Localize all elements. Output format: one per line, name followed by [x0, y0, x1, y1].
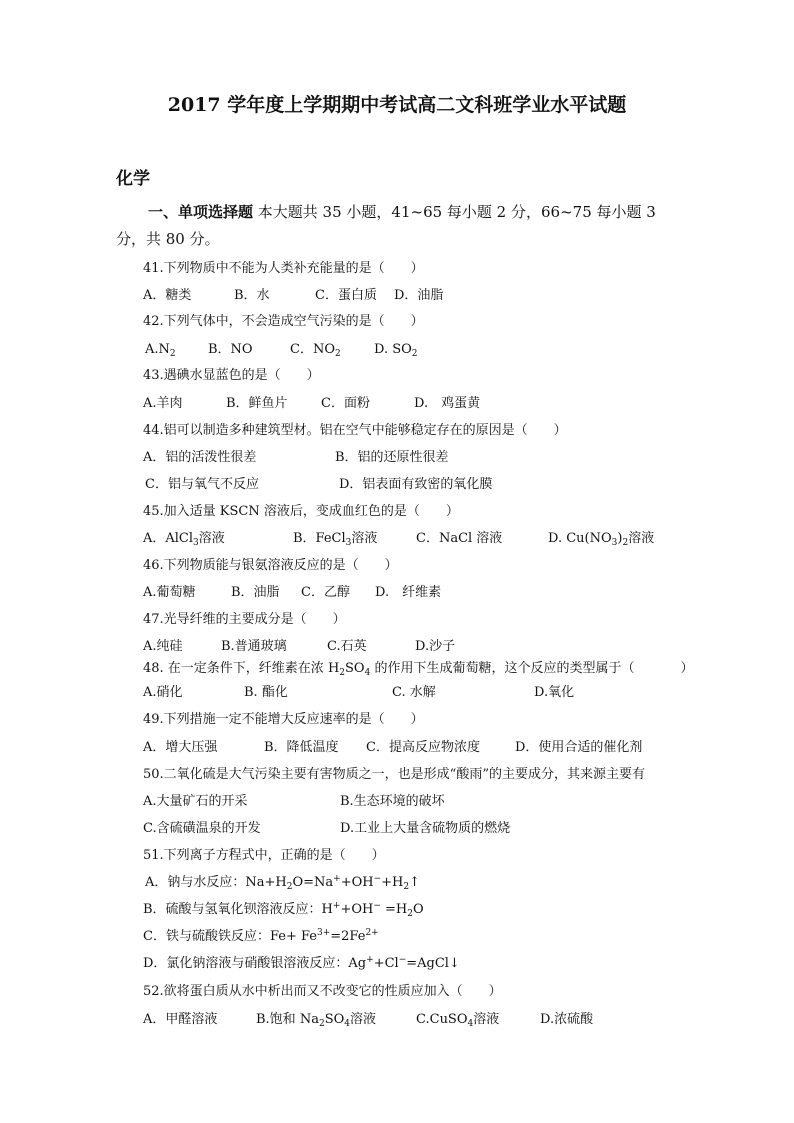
q42-option-b: B．NO [208, 342, 253, 357]
q51-option-d: D．氯化钠溶液与硝酸银溶液反应：Ag++Cl−=AgCl↓ [143, 955, 460, 971]
q48-option-d: D.氧化 [534, 685, 575, 700]
q48-option-b: B. 酯化 [244, 685, 288, 700]
question-42-stem: 42.下列气体中，不会造成空气污染的是（ ） [143, 314, 424, 329]
q45-option-a: A．AlCl$_3$溶液 [143, 531, 225, 548]
question-52-stem: 52.欲将蛋白质从水中析出而又不改变它的性质应加入（ ） [143, 984, 502, 999]
q44-option-b: B．铝的还原性很差 [335, 450, 449, 465]
part-description: 本大题共 35 小题，41~65 每小题 2 分，66~75 每小题 3 [253, 203, 656, 221]
question-48-stem: 48. 在一定条件下，纤维素在浓 $H_2SO_4$ 的作用下生成葡萄糖，这个反应的类型属于（ ） [143, 661, 694, 678]
q42-option-d: D. $SO_2$ [374, 342, 418, 359]
q41-option-d: D．油脂 [394, 288, 444, 303]
q50-option-a: A.大量矿石的开采 [143, 794, 248, 809]
q44-option-a: A．铝的活泼性很差 [143, 450, 257, 465]
q52-option-a: A．甲醛溶液 [143, 1012, 218, 1027]
q49-option-a: A．增大压强 [143, 740, 218, 755]
q49-option-d: D．使用合适的催化剂 [515, 740, 643, 755]
q44-option-d: D．铝表面有致密的氧化膜 [339, 477, 493, 492]
q48-option-c: C. 水解 [392, 685, 436, 700]
question-46-stem: 46.下列物质能与银氨溶液反应的是（ ） [143, 558, 398, 573]
q52-option-c: C.CuSO$_4$溶液 [416, 1012, 500, 1029]
q52-option-b: B.饱和 $Na_2SO_4$溶液 [256, 1012, 377, 1029]
q43-option-c: C．面粉 [321, 396, 370, 411]
q50-option-b: B.生态环境的破坏 [340, 794, 445, 809]
q43-option-d: D. 鸡蛋黄 [414, 396, 481, 411]
q52-option-d: D.浓硫酸 [540, 1012, 594, 1027]
q45-option-d: D. $Cu(NO_3)_2$溶液 [548, 531, 655, 548]
part-heading: 一、单项选择题 [148, 203, 254, 221]
q43-option-a: A.羊肉 [143, 396, 183, 411]
q46-option-d: D. 纤维素 [375, 585, 442, 600]
question-44-stem: 44.铝可以制造多种建筑型材。铝在空气中能够稳定存在的原因是（ ） [143, 423, 567, 438]
q45-option-c: C．NaCl 溶液 [416, 531, 503, 546]
q46-option-a: A.葡萄糖 [143, 585, 196, 600]
q42-option-c: C．$NO_2$ [290, 342, 341, 359]
section-intro-line-1 [148, 205, 656, 220]
q50-option-c: C.含硫磺温泉的开发 [143, 821, 261, 836]
question-49-stem: 49.下列措施一定不能增大反应速率的是（ ） [143, 712, 424, 727]
question-43-stem: 43.遇碘水显蓝色的是（ ） [143, 368, 320, 383]
q41-option-c: C．蛋白质 [315, 288, 377, 303]
page-title: 2017 学年度上学期期中考试高二文科班学业水平试题 [167, 94, 627, 116]
q41-option-b: B．水 [234, 288, 270, 303]
q41-option-a: A．糖类 [143, 288, 192, 303]
q44-option-c: C．铝与氧气不反应 [145, 477, 259, 492]
q49-option-b: B．降低温度 [264, 740, 339, 755]
q51-option-c: C．铁与硫酸铁反应：$Fe+ Fe^{3+}=2Fe^{2+}$ [143, 928, 379, 944]
q50-option-d: D.工业上大量含硫物质的燃烧 [340, 821, 511, 836]
q48-option-a: A.硝化 [143, 685, 183, 700]
question-51-stem: 51.下列离子方程式中，正确的是（ ） [143, 848, 385, 863]
q46-option-c: C．乙醇 [301, 585, 350, 600]
q51-option-b: B．硫酸与氢氧化钡溶液反应：$H^++OH^- =H_2O$ [143, 901, 424, 919]
question-47-stem: 47.光导纤维的主要成分是（ ） [143, 612, 346, 627]
section-intro-line-2: 分，共 80 分。 [116, 230, 220, 248]
q47-option-a: A.纯硅 [143, 639, 183, 654]
q51-option-a: A．钠与水反应：$Na+H_2O=Na^++OH^-+H_2↑$ [145, 874, 421, 892]
question-50-stem: 50.二氧化硫是大气污染主要有害物质之一，也是形成“酸雨”的主要成分，其来源主要有 [143, 767, 645, 782]
question-41-stem: 41.下列物质中不能为人类补充能量的是（ ） [143, 261, 424, 276]
q42-option-a: $A.N_2$ [145, 342, 176, 359]
q47-option-d: D.沙子 [415, 639, 456, 654]
question-45-stem: 45.加入适量 KSCN 溶液后，变成血红色的是（ ） [143, 504, 459, 519]
q47-option-c: C.石英 [327, 639, 367, 654]
q46-option-b: B．油脂 [231, 585, 280, 600]
q49-option-c: C．提高反应物浓度 [366, 740, 480, 755]
section-heading: 化学 [116, 169, 150, 189]
q43-option-b: B．鲜鱼片 [226, 396, 288, 411]
q45-option-b: B．FeCl$_3$溶液 [293, 531, 378, 548]
q47-option-b: B.普通玻璃 [221, 639, 287, 654]
